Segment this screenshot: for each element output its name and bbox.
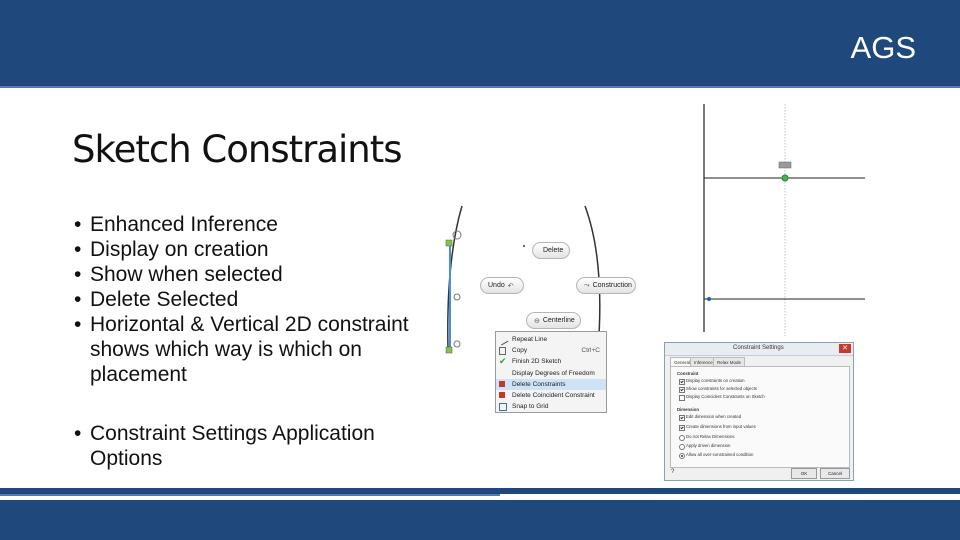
line-icon — [498, 335, 509, 346]
dialog-panel — [670, 366, 850, 468]
option-label: Show constraints for selected objects — [686, 386, 757, 391]
delete-constraints-icon — [499, 381, 505, 387]
bullet-item: • Delete Selected — [72, 287, 432, 312]
delete-coincident-icon — [499, 392, 505, 398]
grid-icon — [499, 403, 507, 411]
tab-relax-mode[interactable]: Relax Mode — [713, 357, 745, 368]
menu-item-label: Delete Coincident Constraint — [512, 392, 595, 399]
marking-menu-undo[interactable] — [480, 277, 524, 294]
sketch-constraint-image — [700, 100, 870, 340]
bullet-item: • Horizontal & Vertical 2D constraint shows which way is which on placement — [72, 312, 432, 387]
ok-button[interactable]: OK — [791, 468, 817, 479]
dialog-title: Constraint Settings — [733, 345, 784, 351]
menu-item-copy[interactable] — [496, 345, 606, 356]
construction-icon: ⤳ — [584, 281, 590, 289]
checkbox-edit-dimension[interactable] — [679, 415, 685, 421]
footer-accent-line — [0, 494, 500, 496]
section-heading: Dimension — [677, 407, 699, 412]
bullet-item: • Enhanced Inference — [72, 212, 432, 237]
undo-icon: ↶ — [507, 282, 514, 290]
radio-do-not-relax[interactable] — [679, 435, 685, 441]
footer-bar — [0, 500, 960, 540]
checkbox-input-values[interactable] — [679, 425, 685, 431]
brand-logo-text: AGS — [850, 30, 916, 65]
checkbox-display-coincident[interactable] — [679, 395, 685, 401]
radio-driven-dimension[interactable] — [679, 444, 685, 450]
option-label: Edit dimension when created — [686, 414, 742, 419]
menu-item-delete-constraints[interactable] — [496, 379, 606, 390]
tab-inference[interactable]: Inference — [690, 357, 717, 368]
menu-item-repeat-line[interactable] — [496, 334, 606, 345]
centerline-icon: ⊖ — [534, 317, 540, 325]
dialog-titlebar — [665, 343, 853, 356]
menu-item-label: Snap to Grid — [512, 403, 549, 410]
option-label: Apply driven dimension — [686, 443, 731, 448]
menu-item-label: Delete Constraints — [512, 381, 566, 388]
checkbox-display-on-creation[interactable] — [679, 379, 685, 385]
header-bar — [0, 0, 960, 86]
close-icon[interactable]: ✕ — [839, 344, 851, 353]
menu-item-snap-to-grid[interactable] — [496, 401, 606, 412]
option-label: Create dimensions from input values — [686, 424, 756, 429]
constraint-settings-dialog — [664, 342, 854, 481]
menu-item-label: Display Degrees of Freedom — [512, 370, 595, 377]
option-label: Display constraints on creation — [686, 378, 745, 383]
bullet-item: • Show when selected — [72, 262, 432, 287]
marking-menu-construction[interactable] — [576, 277, 636, 294]
context-menu — [495, 331, 607, 413]
centerline-label: Centerline — [542, 317, 575, 324]
bullet-list — [72, 212, 432, 387]
checkmark-icon: ✔ — [499, 356, 507, 366]
bullet-item: • Constraint Settings Application Options — [72, 421, 432, 471]
section-heading: Constraint — [677, 371, 699, 376]
help-icon[interactable]: ? — [671, 469, 675, 475]
delete-label: Delete — [543, 247, 564, 254]
undo-label: Undo — [488, 282, 505, 289]
menu-item-shortcut: Ctrl+C — [581, 347, 600, 354]
bullet-list-secondary — [72, 421, 432, 471]
marking-menu-delete[interactable] — [532, 242, 570, 259]
menu-item-finish-sketch[interactable] — [496, 356, 606, 367]
radio-over-constrained[interactable] — [679, 453, 685, 459]
checkbox-show-selected[interactable] — [679, 387, 685, 393]
menu-item-delete-coincident[interactable] — [496, 390, 606, 401]
header-accent-line — [0, 86, 960, 88]
menu-item-label: Finish 2D Sketch — [512, 358, 562, 365]
option-label: Display Coincident Constraints on Sketch — [686, 394, 765, 399]
marking-menu-centerline[interactable] — [526, 312, 581, 329]
menu-item-label: Copy — [512, 347, 528, 354]
menu-item-degrees-of-freedom[interactable] — [496, 368, 606, 379]
menu-item-label: Repeat Line — [512, 336, 548, 343]
slide-title: Sketch Constraints — [72, 128, 402, 171]
bullet-item: • Display on creation — [72, 237, 432, 262]
option-label: Allow all over-constrained condition — [686, 452, 754, 457]
copy-icon — [499, 347, 506, 355]
option-label: Do not Relax Dimensions — [686, 434, 735, 439]
construction-label: Construction — [592, 282, 632, 289]
tab-general[interactable]: General — [670, 357, 694, 368]
cancel-button[interactable]: Cancel — [820, 468, 850, 479]
